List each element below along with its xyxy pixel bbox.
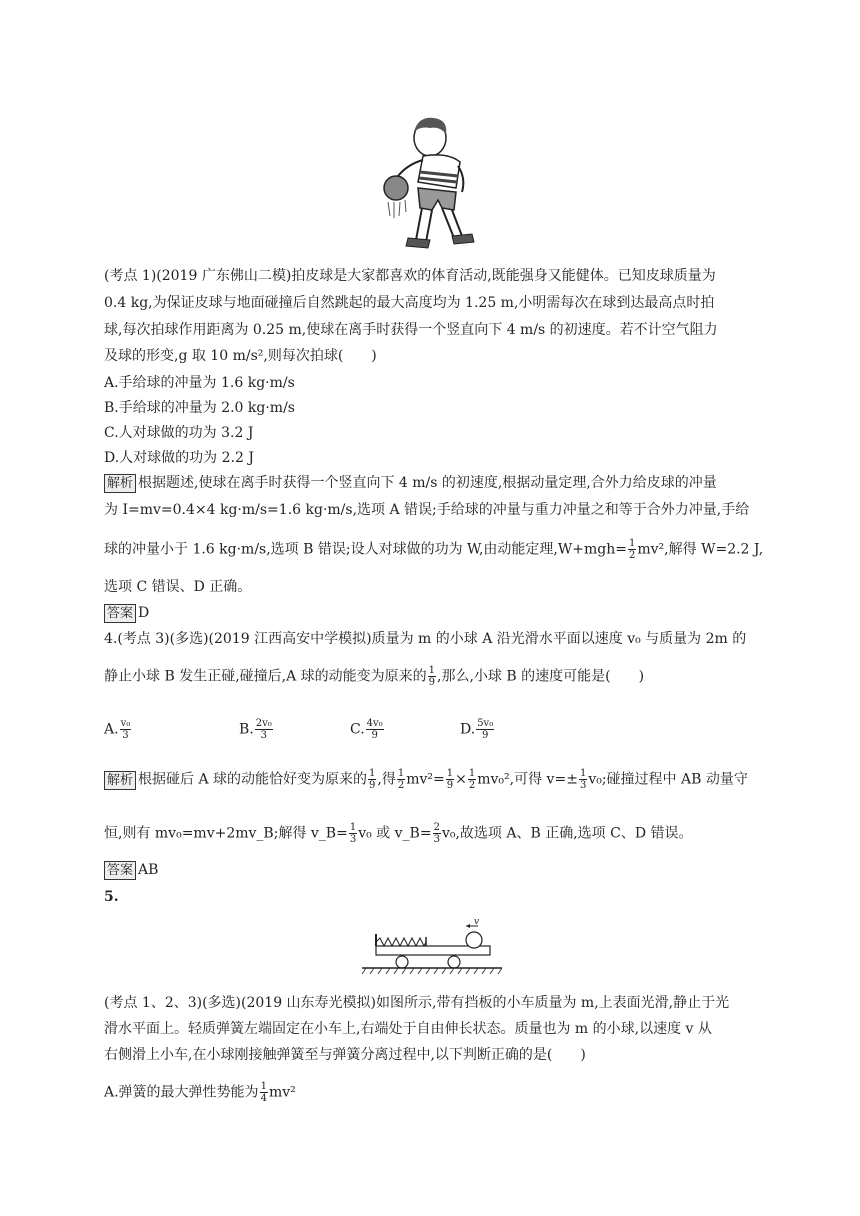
q3-stem-line-4: 及球的形变,g 取 10 m/s²,则每次拍球( ) xyxy=(104,348,377,364)
q4-option-d: D. $\frac{\text{5v₀}}{9}$ xyxy=(460,718,494,741)
answer-tag: 答案 xyxy=(104,604,136,623)
q3-analysis-text-1: 根据题述,使球在离手时获得一个竖直向下 4 m/s 的初速度,根据动量定理,合外力给皮球的冲量 xyxy=(138,475,717,491)
boy-bouncing-ball-illustration xyxy=(378,112,488,254)
q3-answer xyxy=(104,603,149,623)
q4-stem-text-2a: 静止小球 B 发生正碰,碰撞后,A 球的动能变为原来的 xyxy=(104,668,427,685)
q4-stem-line-1: 4.(考点 3)(多选)(2019 江西高安中学模拟)质量为 m 的小球 A 沿光滑水平面以速度 v₀ 与质量为 2m 的 xyxy=(104,631,747,647)
analysis-tag: 解析 xyxy=(104,474,136,493)
q4-answer-value: AB xyxy=(138,862,159,878)
fraction-one-ninth: $\frac{1}{9}$ xyxy=(428,665,436,688)
q3-analysis-line-3 xyxy=(104,538,763,561)
fraction-one-half: $\frac{1}{2}$ xyxy=(629,538,636,561)
analysis-tag: 解析 xyxy=(104,771,136,790)
cart-spring-ball-diagram xyxy=(362,916,502,976)
q3-answer-value: D xyxy=(138,605,150,621)
q3-analysis-line-2: 为 I=mv=0.4×4 kg·m/s=1.6 kg·m/s,选项 A 错误;手给球的冲量与重力冲量之和等于合外力冲量,手给 xyxy=(104,502,750,518)
velocity-label: v xyxy=(474,917,480,927)
q5-stem-line-3: 右侧滑上小车,在小球刚接触弹簧至与弹簧分离过程中,以下判断正确的是( ) xyxy=(104,1047,586,1063)
q4-stem-text-2b: ,那么,小球 B 的速度可能是( ) xyxy=(437,668,645,685)
q3-analysis-text-3b: mv²,解得 W=2.2 J, xyxy=(637,541,764,558)
q4-option-c: C. $\frac{\text{4v₀}}{9}$ xyxy=(350,718,383,741)
q4-analysis-line-2: 恒,则有 mv₀=mv+2mv_B;解得 v_B= $\frac{1}{3}$ v₀ 或 v_B= $\frac{2}{3}$ v₀,故选项 A、B 正确,选项 C、D 错误。 xyxy=(104,822,693,845)
q5-stem-line-1: (考点 1、2、3)(多选)(2019 山东寿光模拟)如图所示,带有挡板的小车质量为 m,上表面光滑,静止于光 xyxy=(104,995,730,1011)
q3-analysis-line-4: 选项 C 错误、D 正确。 xyxy=(104,579,252,595)
q4-option-b: B. $\frac{\text{2v₀}}{3}$ xyxy=(239,718,272,741)
q4-stem-line-2 xyxy=(104,665,644,688)
q3-stem-line-2: 0.4 kg,为保证皮球与地面碰撞后自然跳起的最大高度均为 1.25 m,小明需每次在球到达最高点时拍 xyxy=(104,295,715,311)
q3-option-a: A.手给球的冲量为 1.6 kg·m/s xyxy=(104,375,295,391)
q5-number: 5. xyxy=(104,889,119,905)
q5-option-a: A.弹簧的最大弹性势能为 $\frac{1}{4}$ mv² xyxy=(104,1081,296,1104)
q3-analysis-text-3a: 球的冲量小于 1.6 kg·m/s,选项 B 错误;设人对球做的功为 W,由动能定理,W+mgh= xyxy=(104,541,627,558)
q5-stem-line-2: 滑水平面上。轻质弹簧左端固定在小车上,右端处于自由伸长状态。质量也为 m 的小球,以速度 v 从 xyxy=(104,1021,712,1037)
q3-option-b: B.手给球的冲量为 2.0 kg·m/s xyxy=(104,400,295,416)
q3-option-d: D.人对球做的功为 2.2 J xyxy=(104,450,254,466)
q3-stem-line-3: 球,每次拍球作用距离为 0.25 m,使球在离手时获得一个竖直向下 4 m/s 的初速度。若不计空气阻力 xyxy=(104,322,718,338)
q4-answer xyxy=(104,860,158,880)
q3-stem-line-1: (考点 1)(2019 广东佛山二模)拍皮球是大家都喜欢的体育活动,既能强身又能健体。已知皮球质量为 xyxy=(104,268,716,284)
q3-option-c: C.人对球做的功为 3.2 J xyxy=(104,425,254,441)
q4-analysis-line-1: 解析 根据碰后 A 球的动能恰好变为原来的 $\frac{1}{9}$ ,得 $\frac{1}{2}$ mv²= $\frac{1}{9}$ × $\frac{1}{2}$ mv₀²,可得 v=± $\frac{1}{3}$ v₀;碰撞过程中 AB 动量守 xyxy=(104,768,748,791)
fraction-one-quarter: $\frac{1}{4}$ xyxy=(260,1081,267,1104)
q4-option-a: A. $\frac{\text{v₀}}{3}$ xyxy=(104,718,131,741)
q3-analysis-line-1 xyxy=(104,473,717,493)
answer-tag: 答案 xyxy=(104,861,136,880)
